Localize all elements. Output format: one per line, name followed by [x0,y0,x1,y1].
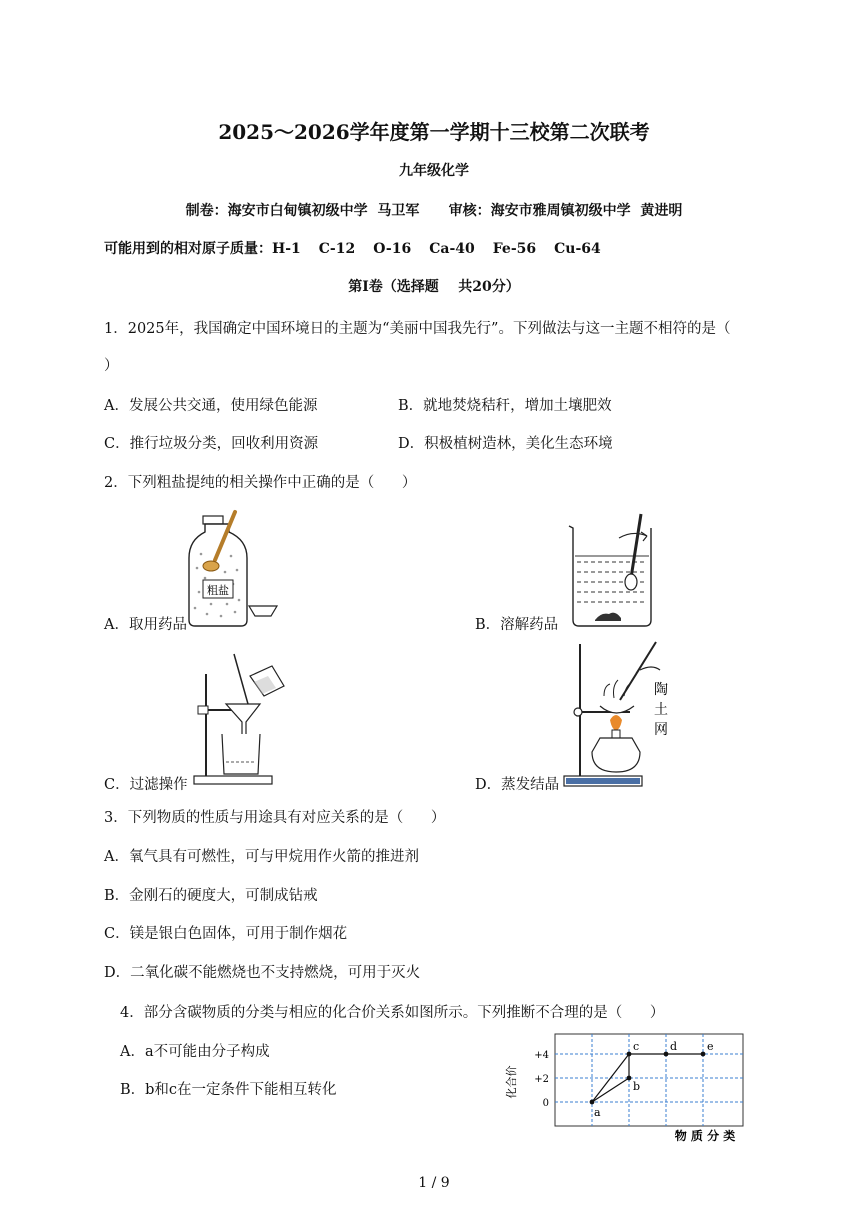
beaker-figure [565,508,675,633]
q2-option-b: B．溶解药品 [475,617,559,633]
q3-option-c: C．镁是银白色固体，可用于制作烟花 [104,926,348,942]
exam-authors: 制卷：海安市白甸镇初级中学 马卫军 审核：海安市雅周镇初级中学 黄进明 [185,203,683,219]
chart-frame [555,1034,743,1126]
point-label: c [633,1040,640,1053]
q2-option-c: C．过滤操作 [104,777,188,793]
gauze-char: 陶 [654,682,668,698]
q3-option-d: D．二氧化碳不能燃烧也不支持燃烧，可用于灭火 [104,965,421,981]
exam-subtitle: 九年级化学 [399,163,469,179]
q3-option-a: A．氧气具有可燃性，可与甲烷用作火箭的推进剂 [104,849,419,865]
mass-item: O-16 [373,241,412,257]
mass-item: Cu-64 [554,241,601,257]
q2-option-a: A．取用药品 [104,617,187,633]
chart-ticks [534,1050,549,1109]
point-e [701,1052,706,1057]
mass-item: H-1 [272,241,301,257]
point-a [590,1100,595,1105]
point-c [627,1052,632,1057]
y-tick-label: +2 [534,1074,549,1085]
q1-option-b: B．就地焚烧秸秆，增加土壤肥效 [398,398,612,414]
mass-item: C-12 [318,241,356,257]
q3-stem: 3．下列物质的性质与用途具有对应关系的是（ ） [104,810,446,826]
page-number: 1 / 9 [418,1175,450,1191]
q2-stem: 2．下列粗盐提纯的相关操作中正确的是（ ） [104,475,417,491]
point-d [664,1052,669,1057]
mass-item: Ca-40 [429,241,475,257]
point-label: a [594,1106,601,1119]
evaporation-figure [560,640,680,790]
q1-option-a: A．发展公共交通，使用绿色能源 [104,398,318,414]
point-label: b [633,1080,641,1093]
chart-xlabel: 物 质 分 类 [674,1129,736,1143]
atomic-mass-line [104,238,619,258]
q2-option-d: D．蒸发结晶 [475,777,560,793]
filtration-figure [188,652,298,787]
q4-option-a: A．a不可能由分子构成 [120,1044,270,1060]
y-tick-label: 0 [542,1098,549,1109]
mass-item: Fe-56 [492,241,537,257]
q1-stem-line2: ） [104,358,119,374]
q1-stem-line1: 1．2025年，我国确定中国环境日的主题为“美丽中国我先行”。下列做法与这一主题不相符的是（ [104,321,731,337]
y-tick-label: +4 [534,1050,549,1061]
bottle-label: 粗盐 [207,584,229,597]
point-b [627,1076,632,1081]
gauze-char: 网 [654,722,668,738]
q3-option-b: B．金刚石的硬度大，可制成钻戒 [104,888,318,904]
gauze-char: 土 [654,702,668,718]
q4-option-b: B．b和c在一定条件下能相互转化 [120,1082,337,1098]
chart-grid [555,1034,743,1126]
section-heading: 第Ⅰ卷（选择题 共20分） [348,279,520,295]
q1-option-c: C．推行垃圾分类，回收利用资源 [104,436,319,452]
q4-stem: 4．部分含碳物质的分类与相应的化合价关系如图所示。下列推断不合理的是（ ） [120,1005,665,1021]
point-label: e [707,1040,714,1053]
bottle-figure [185,508,285,633]
q1-option-d: D．积极植树造林，美化生态环境 [398,436,613,452]
chart-ylabel: 化合价 [505,1065,518,1099]
valence-chart [505,1030,755,1145]
mass-label: 可能用到的相对原子质量： [104,241,272,257]
exam-title: 2025～2026学年度第一学期十三校第二次联考 [218,120,650,144]
point-label: d [670,1040,678,1053]
